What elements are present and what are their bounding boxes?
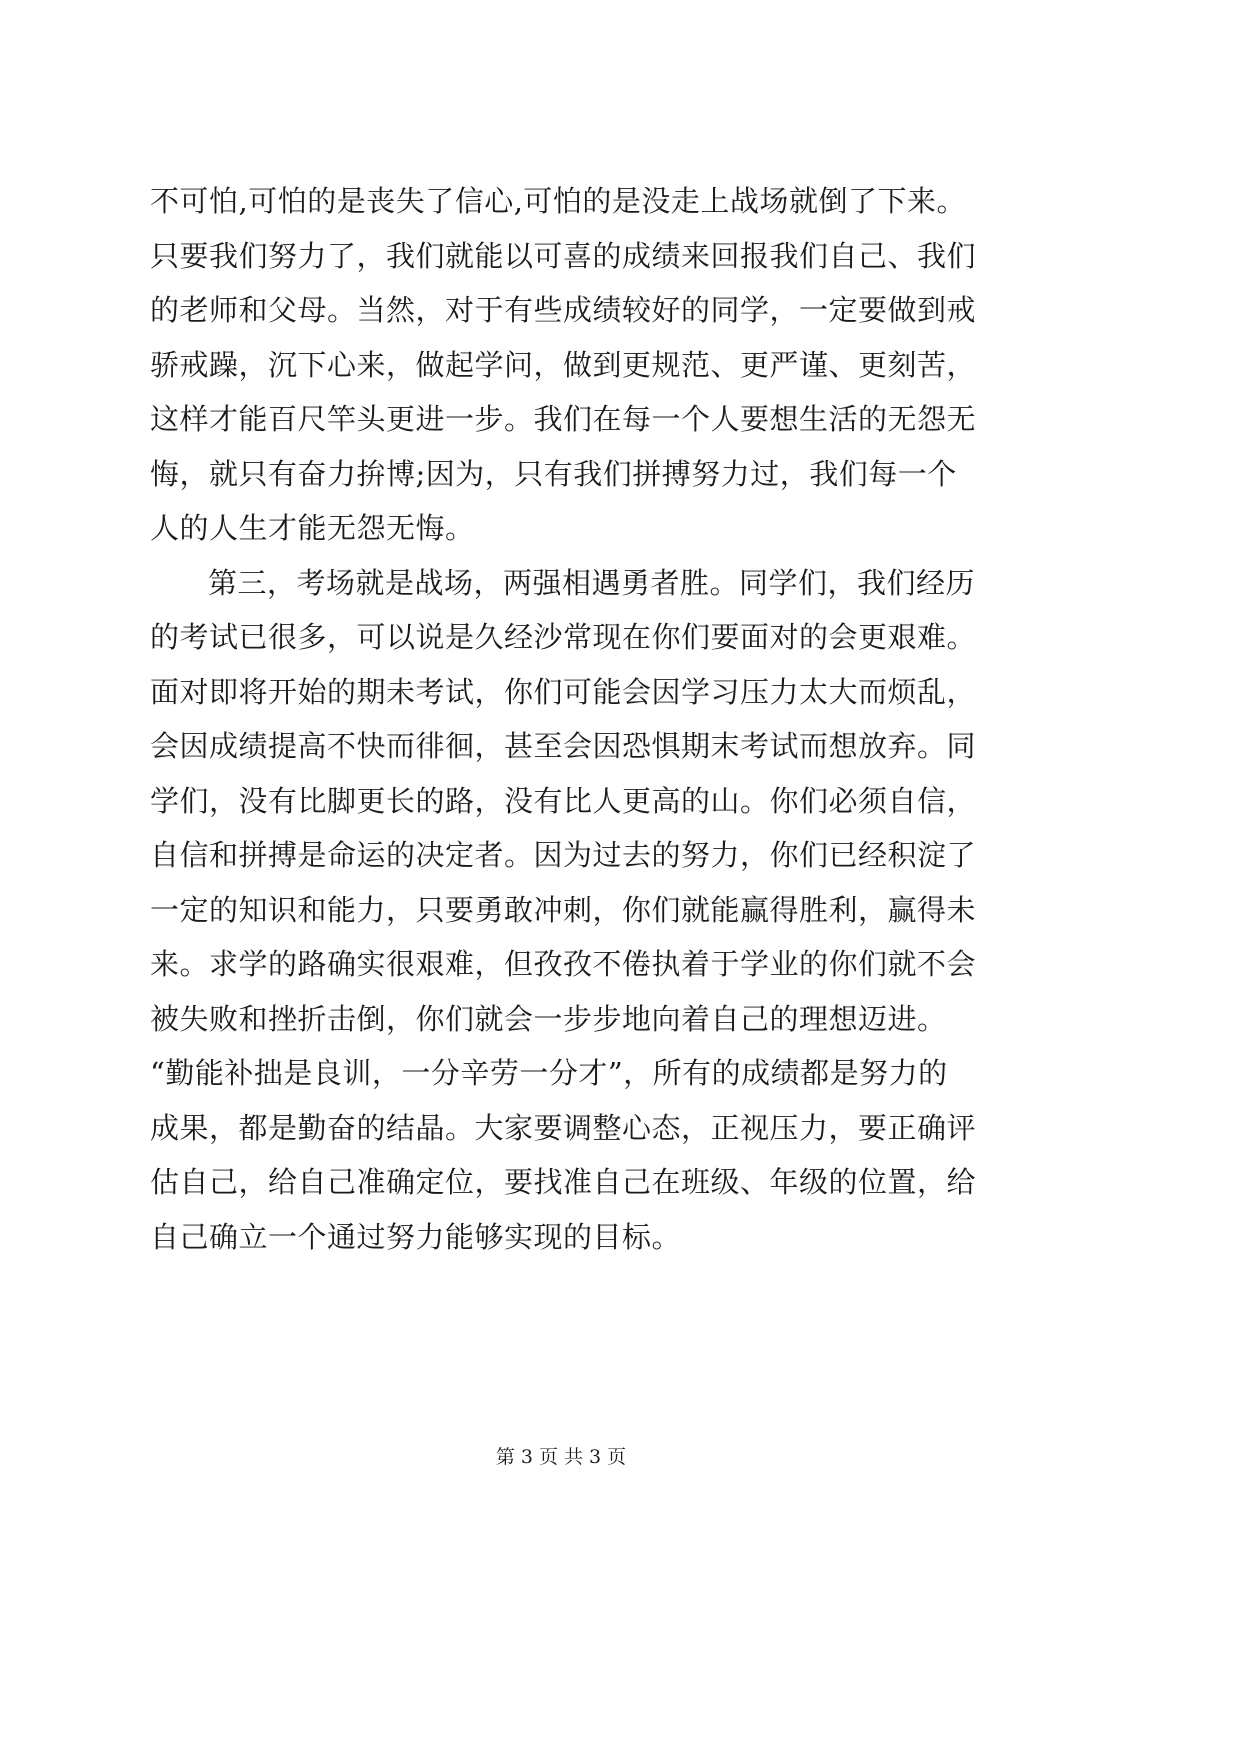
text-line: 不可怕,可怕的是丧失了信心,可怕的是没走上战场就倒了下来。 <box>150 184 966 218</box>
text-line: 的考试已很多，可以说是久经沙常现在你们要面对的会更艰难。 <box>150 620 977 654</box>
page-footer <box>0 1444 1122 1470</box>
page-number-label: 第 3 页 共 3 页 <box>495 1446 627 1468</box>
text-line: 会因成绩提高不快而徘徊，甚至会因恐惧期末考试而想放弃。同 <box>150 729 977 763</box>
text-line: 面对即将开始的期未考试，你们可能会因学习压力太大而烦乱， <box>150 674 977 709</box>
text-line: 被失败和挫折击倒，你们就会一步步地向着自己的理想迈进。 <box>150 1001 947 1036</box>
text-line: 学们，没有比脚更长的路，没有比人更高的山。你们必须自信， <box>150 783 977 818</box>
text-line: 自信和拼搏是命运的决定者。因为过去的努力，你们已经积淀了 <box>150 838 977 872</box>
text-line: 的老师和父母。当然，对于有些成绩较好的同学，一定要做到戒 <box>150 293 977 327</box>
text-line: 骄戒躁，沉下心来，做起学问，做到更规范、更严谨、更刻苦， <box>150 347 977 382</box>
text-line: 一定的知识和能力，只要勇敢冲刺，你们就能赢得胜利，赢得未 <box>150 892 977 927</box>
text-line: 这样才能百尺竿头更进一步。我们在每一个人要想生活的无怨无 <box>150 402 977 436</box>
text-line: “勤能补拙是良训，一分辛劳一分才”，所有的成绩都是努力的 <box>150 1056 948 1090</box>
text-line: 只要我们努力了，我们就能以可喜的成绩来回报我们自己、我们 <box>150 238 977 273</box>
text-line: 成果，都是勤奋的结晶。大家要调整心态，正视压力，要正确评 <box>150 1110 977 1145</box>
text-line: 自己确立一个通过努力能够实现的目标。 <box>150 1219 682 1254</box>
text-line: 来。求学的路确实很艰难，但孜孜不倦执着于学业的你们就不会 <box>150 947 977 981</box>
document-body <box>150 174 977 1264</box>
text-line: 人的人生才能无怨无悔。 <box>150 511 475 545</box>
text-line: 估自己，给自己准确定位，要找准自己在班级、年级的位置，给 <box>150 1165 977 1199</box>
text-line: 悔，就只有奋力拚博;因为，只有我们拼搏努力过，我们每一个 <box>150 456 957 491</box>
paragraph-first-line: 第三，考场就是战场，两强相遇勇者胜。同学们，我们经历 <box>208 565 976 600</box>
